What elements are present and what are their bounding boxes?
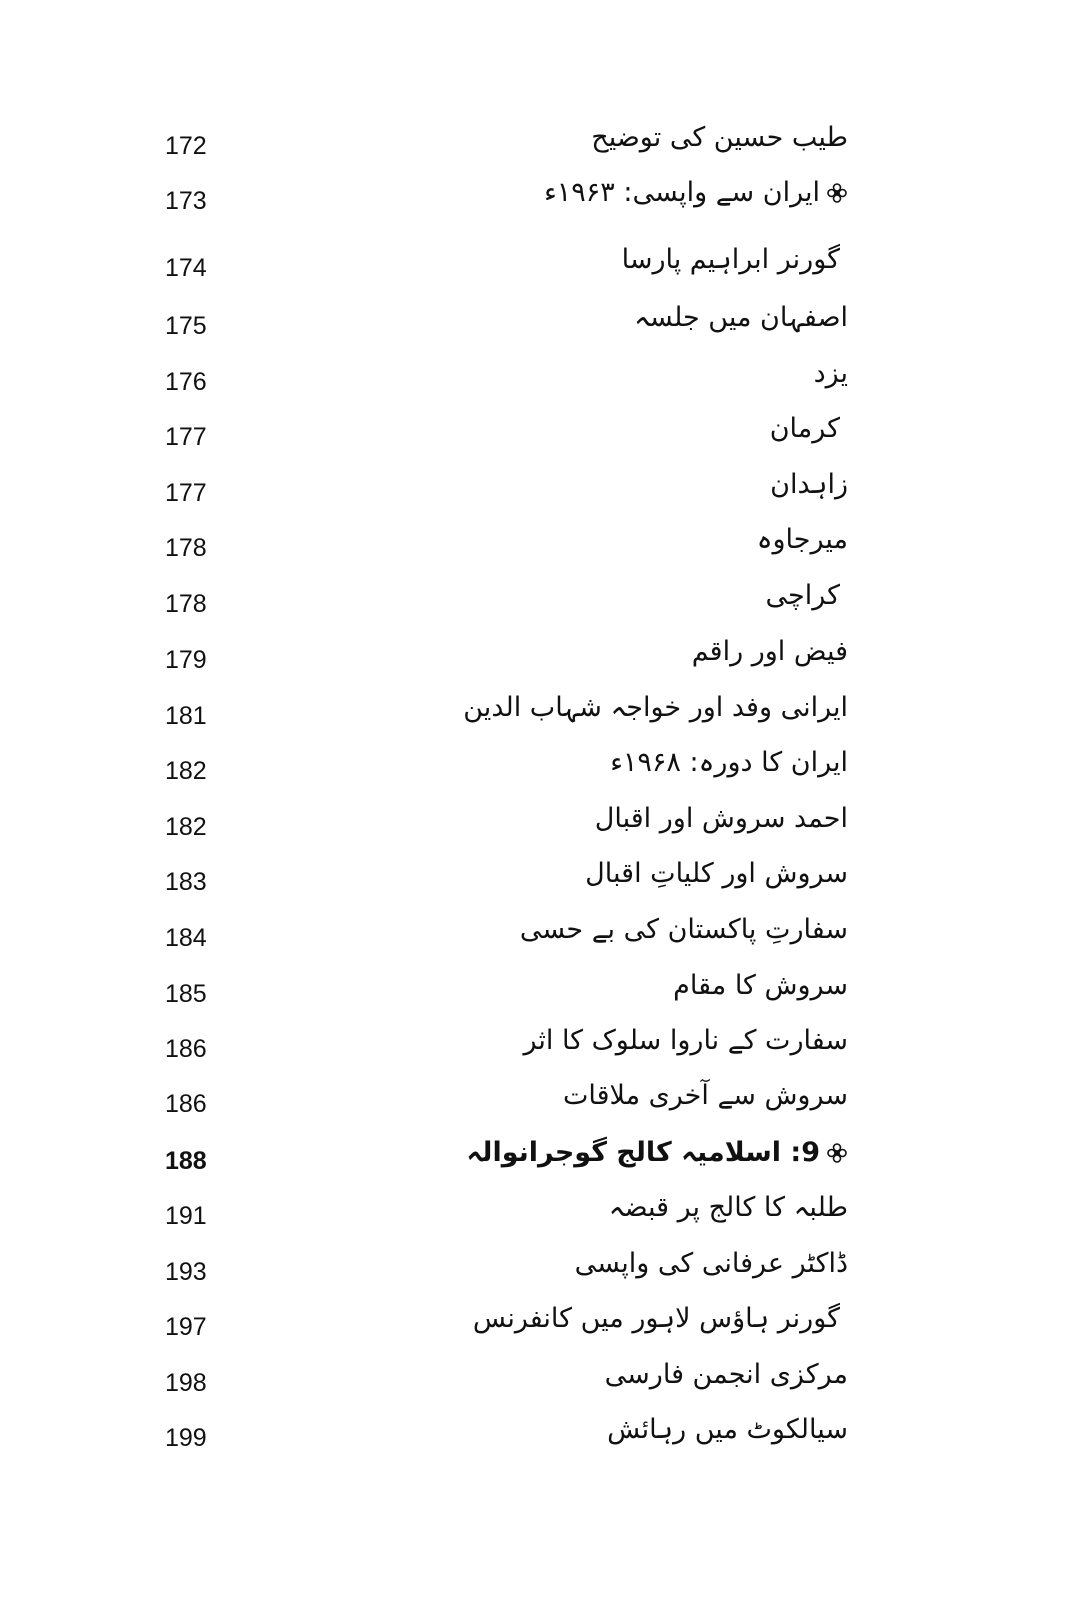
toc-entry-title: گورنر ابراہیم پارسا	[621, 244, 840, 275]
flower-icon	[826, 1142, 848, 1164]
toc-entry	[0, 520, 1066, 576]
toc-entry	[0, 576, 1066, 632]
toc-entry-title: سروش سے آخری ملاقات	[562, 1080, 848, 1111]
toc-entry-title: ڈاکٹر عرفانی کی واپسی	[574, 1248, 848, 1279]
toc-entry-page: 179	[165, 646, 207, 674]
toc-entry-title: مرکزی انجمن فارسی	[604, 1359, 848, 1390]
toc-entry	[0, 298, 1066, 354]
toc-entry-page: 182	[165, 757, 207, 785]
toc-entry-title: یزد	[813, 358, 848, 389]
toc-entry	[0, 1076, 1066, 1132]
toc-entry-title: ایران کا دورہ: ۱۹۶۸ء	[610, 747, 848, 778]
toc-entry	[0, 118, 1066, 174]
toc-entry	[0, 743, 1066, 799]
toc-entry-page: 193	[165, 1258, 207, 1286]
toc-entry	[0, 632, 1066, 688]
toc-entry-title: میرجاوہ	[756, 524, 848, 555]
toc-entry-page: 198	[165, 1369, 207, 1397]
toc-entry-title: سروش کا مقام	[673, 970, 848, 1001]
toc-entry-page: 175	[165, 312, 207, 340]
toc-entry-title: ایران سے واپسی: ۱۹۶۳ء	[544, 177, 820, 208]
toc-entry	[0, 1299, 1066, 1355]
toc-entry	[0, 799, 1066, 855]
toc-entry-page: 182	[165, 813, 207, 841]
toc-entry-page: 177	[165, 423, 207, 451]
toc-entry-title: سفارت کے ناروا سلوک کا اثر	[523, 1025, 848, 1056]
toc-entry	[0, 1244, 1066, 1300]
toc-entry	[0, 1021, 1066, 1077]
toc-entry-title: کرمان	[769, 413, 840, 444]
toc-entry-page: 178	[165, 534, 207, 562]
toc-entry-title: احمد سروش اور اقبال	[594, 803, 848, 834]
toc-entry-title: سروش اور کلیاتِ اقبال	[585, 858, 848, 889]
toc-entry-page: 186	[165, 1035, 207, 1063]
toc-entry-page: 173	[165, 187, 207, 215]
toc-entry-page: 172	[165, 132, 207, 160]
toc-entry	[0, 409, 1066, 465]
toc-entry-title: طلبہ کا کالج پر قبضہ	[608, 1192, 848, 1223]
toc-entry-page: 177	[165, 479, 207, 507]
toc-entry	[0, 1133, 1066, 1189]
toc-entry-page: 178	[165, 590, 207, 618]
toc-entry-title: کراچی	[765, 580, 840, 611]
toc-entry	[0, 354, 1066, 410]
toc-entry-title: فیض اور راقم	[691, 636, 848, 667]
toc-entry-page: 185	[165, 980, 207, 1008]
toc-entry-title: گورنر ہاؤس لاہور میں کانفرنس	[472, 1303, 840, 1334]
toc-entry-title: زاہدان	[770, 469, 848, 500]
toc-entry-title: سیالکوٹ میں رہائش	[607, 1414, 848, 1445]
toc-entry-page: 186	[165, 1090, 207, 1118]
toc-entry	[0, 240, 1066, 296]
toc-entry-title: اصفہان میں جلسہ	[634, 302, 848, 333]
flower-icon	[826, 182, 848, 204]
toc-entry-title: ایرانی وفد اور خواجہ شہاب الدین	[463, 692, 848, 723]
toc-entry-page: 188	[165, 1147, 207, 1175]
toc-entry-page: 176	[165, 368, 207, 396]
toc-entry-title: طیب حسین کی توضیح	[591, 122, 848, 153]
toc-entry-title: 9: اسلامیہ کالج گوجرانوالہ	[466, 1137, 820, 1168]
toc-entry	[0, 465, 1066, 521]
toc-entry-title-wrap	[466, 1137, 848, 1168]
toc-entry	[0, 1188, 1066, 1244]
toc-entry	[0, 966, 1066, 1022]
toc-entry-page: 174	[165, 254, 207, 282]
toc-entry-title: سفارتِ پاکستان کی بے حسی	[519, 914, 848, 945]
toc-entry-page: 191	[165, 1202, 207, 1230]
toc-entry	[0, 173, 1066, 229]
toc-entry-page: 199	[165, 1424, 207, 1452]
toc-entry	[0, 688, 1066, 744]
toc-entry-title-wrap	[544, 177, 848, 208]
toc-entry-page: 181	[165, 702, 207, 730]
toc-entry	[0, 1355, 1066, 1411]
toc-entry-page: 197	[165, 1313, 207, 1341]
toc-entry	[0, 910, 1066, 966]
toc-entry-page: 183	[165, 868, 207, 896]
toc-entry	[0, 1410, 1066, 1466]
toc-entry-page: 184	[165, 924, 207, 952]
toc-entry	[0, 854, 1066, 910]
